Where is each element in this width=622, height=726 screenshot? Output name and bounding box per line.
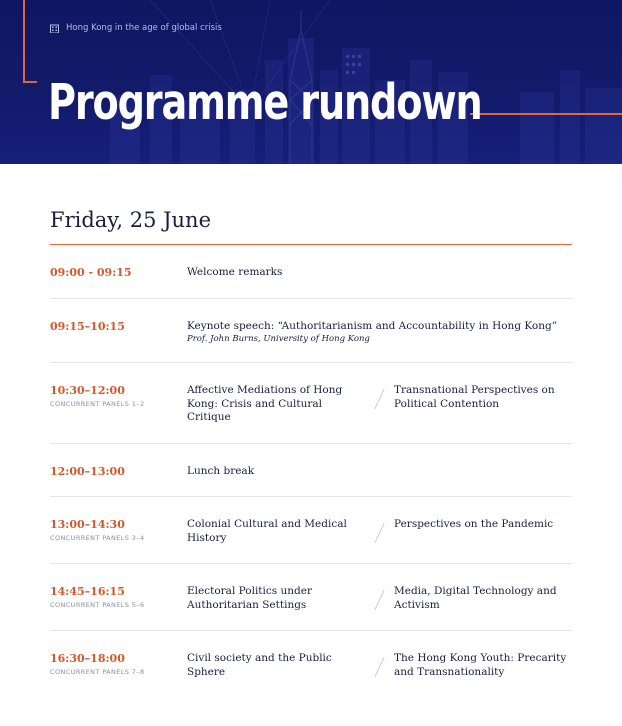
schedule-row xyxy=(50,245,572,299)
panel-title: Electoral Politics under Authoritarian Settings xyxy=(187,585,312,611)
event-title: Lunch break xyxy=(187,464,255,477)
time-slot: 10:30–12:00 xyxy=(50,384,125,397)
panel-title: Transnational Perspectives on Political Contention xyxy=(394,384,555,410)
hero-banner xyxy=(0,0,622,164)
accent-line-vertical xyxy=(23,0,25,83)
programme-content xyxy=(50,164,572,697)
time-slot: 16:30–18:00 xyxy=(50,652,125,665)
accent-line-horizontal xyxy=(470,113,622,115)
event-title: Welcome remarks xyxy=(187,266,283,278)
schedule-row xyxy=(50,631,572,697)
panel-title: Perspectives on the Pandemic xyxy=(394,518,554,530)
page-title: Programme rundown xyxy=(48,74,482,131)
kicker-text: Hong Kong in the age of global crisis xyxy=(66,23,222,33)
panel-title: Civil society and the Public Sphere xyxy=(187,652,332,678)
header-kicker xyxy=(50,23,222,33)
panel-title: Media, Digital Technology and Activism xyxy=(394,585,557,611)
panel-label: CONCURRENT PANELS 3–4 xyxy=(50,534,145,542)
building-icon xyxy=(50,24,59,33)
time-slot: 14:45–16:15 xyxy=(50,585,125,598)
time-slot: 09:15–10:15 xyxy=(50,319,125,333)
accent-line-corner xyxy=(23,81,37,83)
schedule-row xyxy=(50,564,572,631)
day-heading: Friday, 25 June xyxy=(50,208,572,245)
schedule-row xyxy=(50,444,572,498)
time-slot: 13:00–14:30 xyxy=(50,518,125,531)
panel-title: Colonial Cultural and Medical History xyxy=(187,518,347,544)
schedule-row xyxy=(50,363,572,444)
panel-label: CONCURRENT PANELS 7–8 xyxy=(50,668,145,676)
panel-label: CONCURRENT PANELS 5–6 xyxy=(50,601,145,609)
panel-divider xyxy=(367,585,394,612)
event-speaker: Prof. John Burns, University of Hong Kong xyxy=(187,334,370,344)
panel-divider xyxy=(367,652,394,679)
event-title: Keynote speech: “Authoritarianism and Accountability in Hong Kong” xyxy=(187,319,558,332)
panel-divider xyxy=(367,384,394,425)
panel-label: CONCURRENT PANELS 1–2 xyxy=(50,400,145,408)
time-slot: 12:00–13:00 xyxy=(50,464,125,478)
panel-title: Affective Mediations of Hong Kong: Crisis and Cultural Critique xyxy=(187,384,343,423)
time-slot: 09:00 - 09:15 xyxy=(50,266,132,279)
schedule-row xyxy=(50,497,572,564)
schedule-row xyxy=(50,299,572,364)
panel-divider xyxy=(367,518,394,545)
panel-title: The Hong Kong Youth: Precarity and Transnationality xyxy=(394,652,567,678)
